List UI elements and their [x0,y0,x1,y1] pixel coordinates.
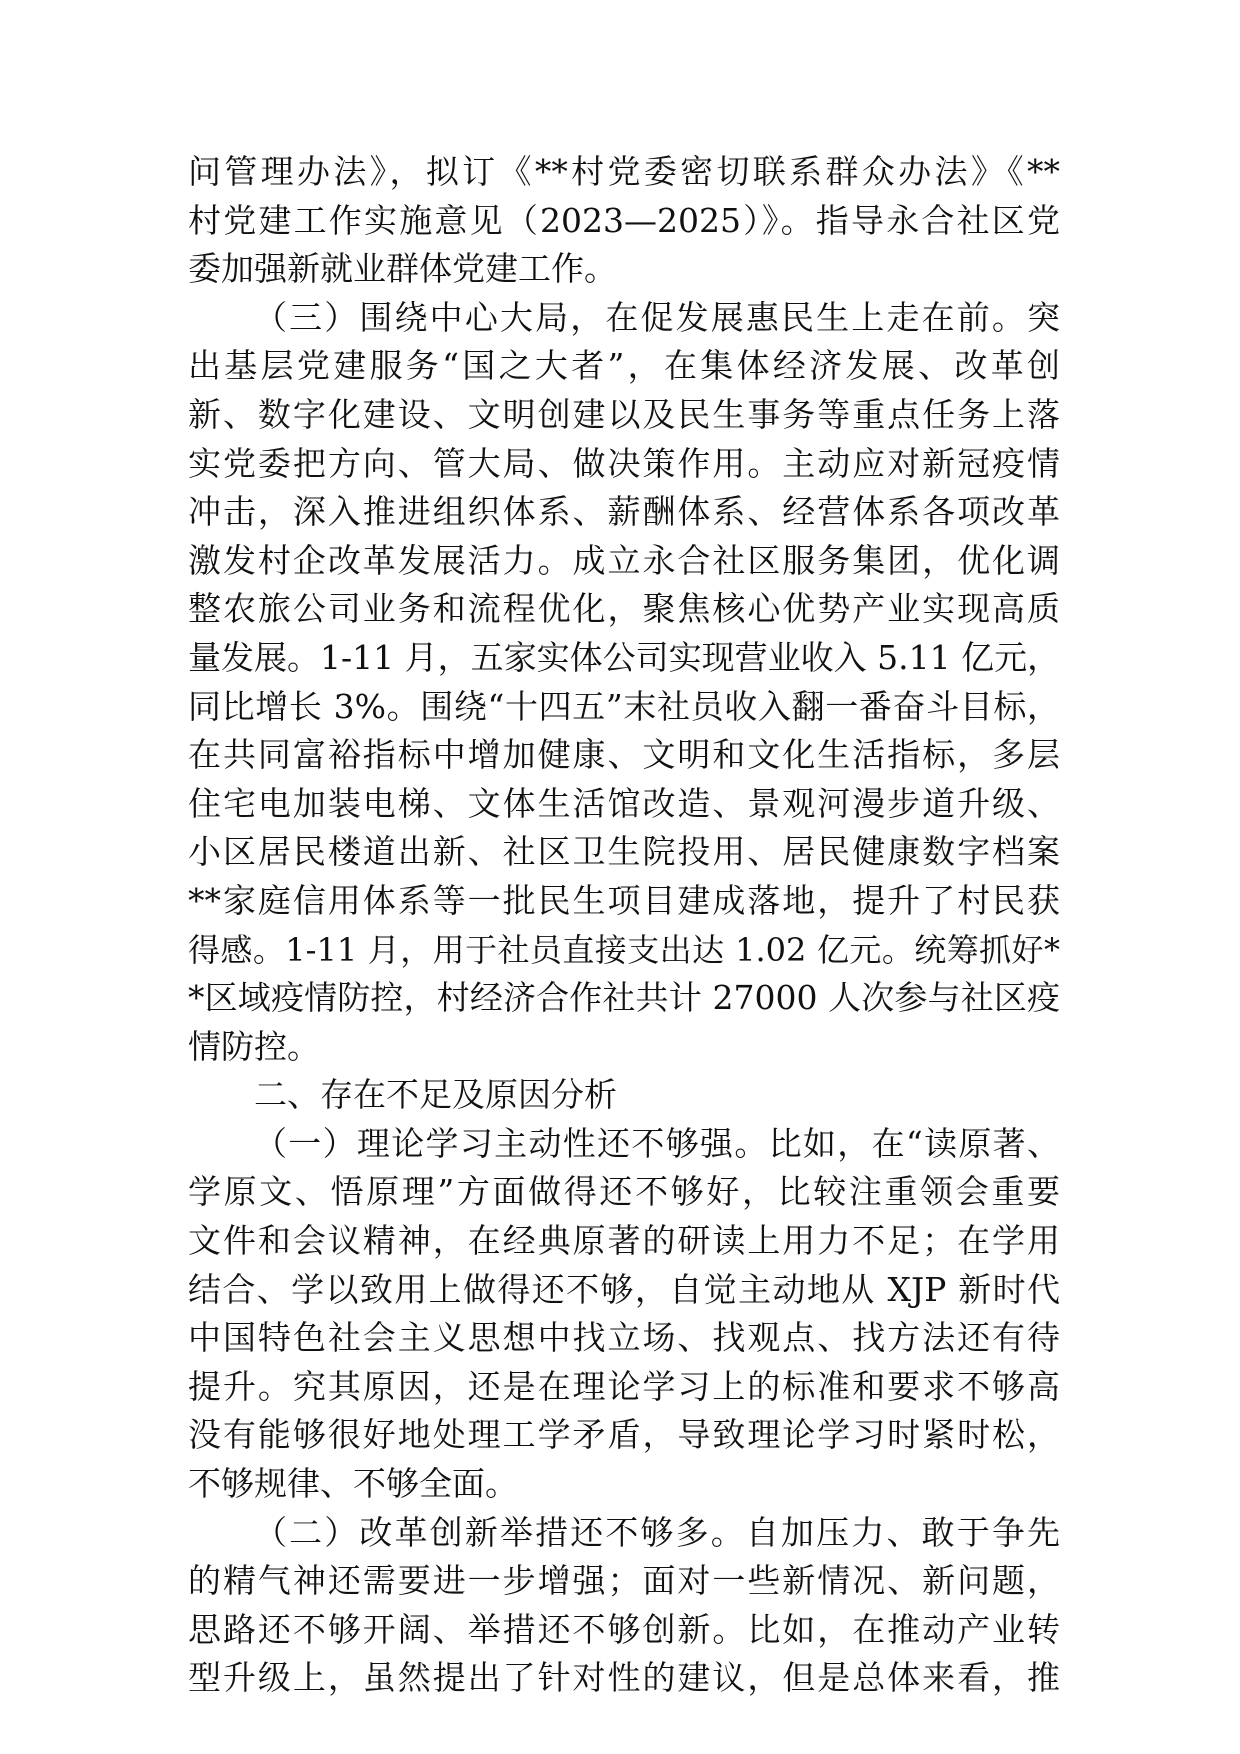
text-line: *区域疫情防控，村经济合作社共计 27000 人次参与社区疫 [188,978,1060,1018]
text-line: 委加强新就业群体党建工作。 [188,249,617,289]
text-line: （三）围绕中心大局，在促发展惠民生上走在前。突 [254,297,1060,337]
text-line: **家庭信用体系等一批民生项目建成落地，提升了村民获 [188,880,1060,920]
text-line: 结合、学以致用上做得还不够，自觉主动地从 XJP 新时代 [188,1269,1060,1309]
text-line: 不够规律、不够全面。 [188,1464,518,1504]
text-line: 小区居民楼道出新、社区卫生院投用、居民健康数字档案 [188,832,1060,872]
text-line: 新、数字化建设、文明创建以及民生事务等重点任务上落 [188,394,1060,434]
text-line: 同比增长 3%。围绕“十四五”末社员收入翻一番奋斗目标， [188,686,1060,726]
text-line: 住宅电加装电梯、文体生活馆改造、景观河漫步道升级、 [188,783,1060,823]
text-line: 没有能够很好地处理工学矛盾，导致理论学习时紧时松， [188,1415,1060,1455]
text-line: 的精气神还需要进一步增强；面对一些新情况、新问题， [188,1561,1060,1601]
text-line: （二）改革创新举措还不够多。自加压力、敢于争先 [254,1512,1060,1552]
text-line: 在共同富裕指标中增加健康、文明和文化生活指标，多层 [188,735,1060,775]
text-line: 整农旅公司业务和流程优化，聚焦核心优势产业实现高质 [188,589,1060,629]
document-body [188,148,1060,1703]
text-line: 得感。1-11 月，用于社员直接支出达 1.02 亿元。统筹抓好* [188,930,1060,969]
text-line: 量发展。1-11 月，五家实体公司实现营业收入 5.11 亿元， [188,637,1061,677]
text-line: 中国特色社会主义思想中找立场、找观点、找方法还有待 [188,1318,1060,1358]
text-line: 村党建工作实施意见（2023—2025）》。指导永合社区党 [188,200,1060,240]
text-line: 型升级上，虽然提出了针对性的建议，但是总体来看，推 [188,1658,1060,1698]
text-line: 学原文、悟原理”方面做得还不够好，比较注重领会重要 [188,1172,1060,1212]
text-line: 情防控。 [188,1026,320,1066]
text-line: 实党委把方向、管大局、做决策作用。主动应对新冠疫情 [188,443,1060,483]
text-line: 文件和会议精神，在经典原著的研读上用力不足；在学用 [188,1221,1060,1261]
text-line: 问管理办法》，拟订《**村党委密切联系群众办法》《** [188,152,1060,191]
text-line: 提升。究其原因，还是在理论学习上的标准和要求不够高 [188,1366,1060,1406]
text-line: 冲击，深入推进组织体系、薪酬体系、经营体系各项改革 [188,492,1060,532]
text-line: 出基层党建服务“国之大者”，在集体经济发展、改革创 [188,346,1060,386]
text-line: 二、存在不足及原因分析 [254,1075,617,1115]
text-line: 激发村企改革发展活力。成立永合社区服务集团，优化调 [188,540,1060,580]
text-line: 思路还不够开阔、举措还不够创新。比如，在推动产业转 [188,1609,1060,1649]
text-line: （一）理论学习主动性还不够强。比如，在“读原著、 [254,1123,1060,1163]
